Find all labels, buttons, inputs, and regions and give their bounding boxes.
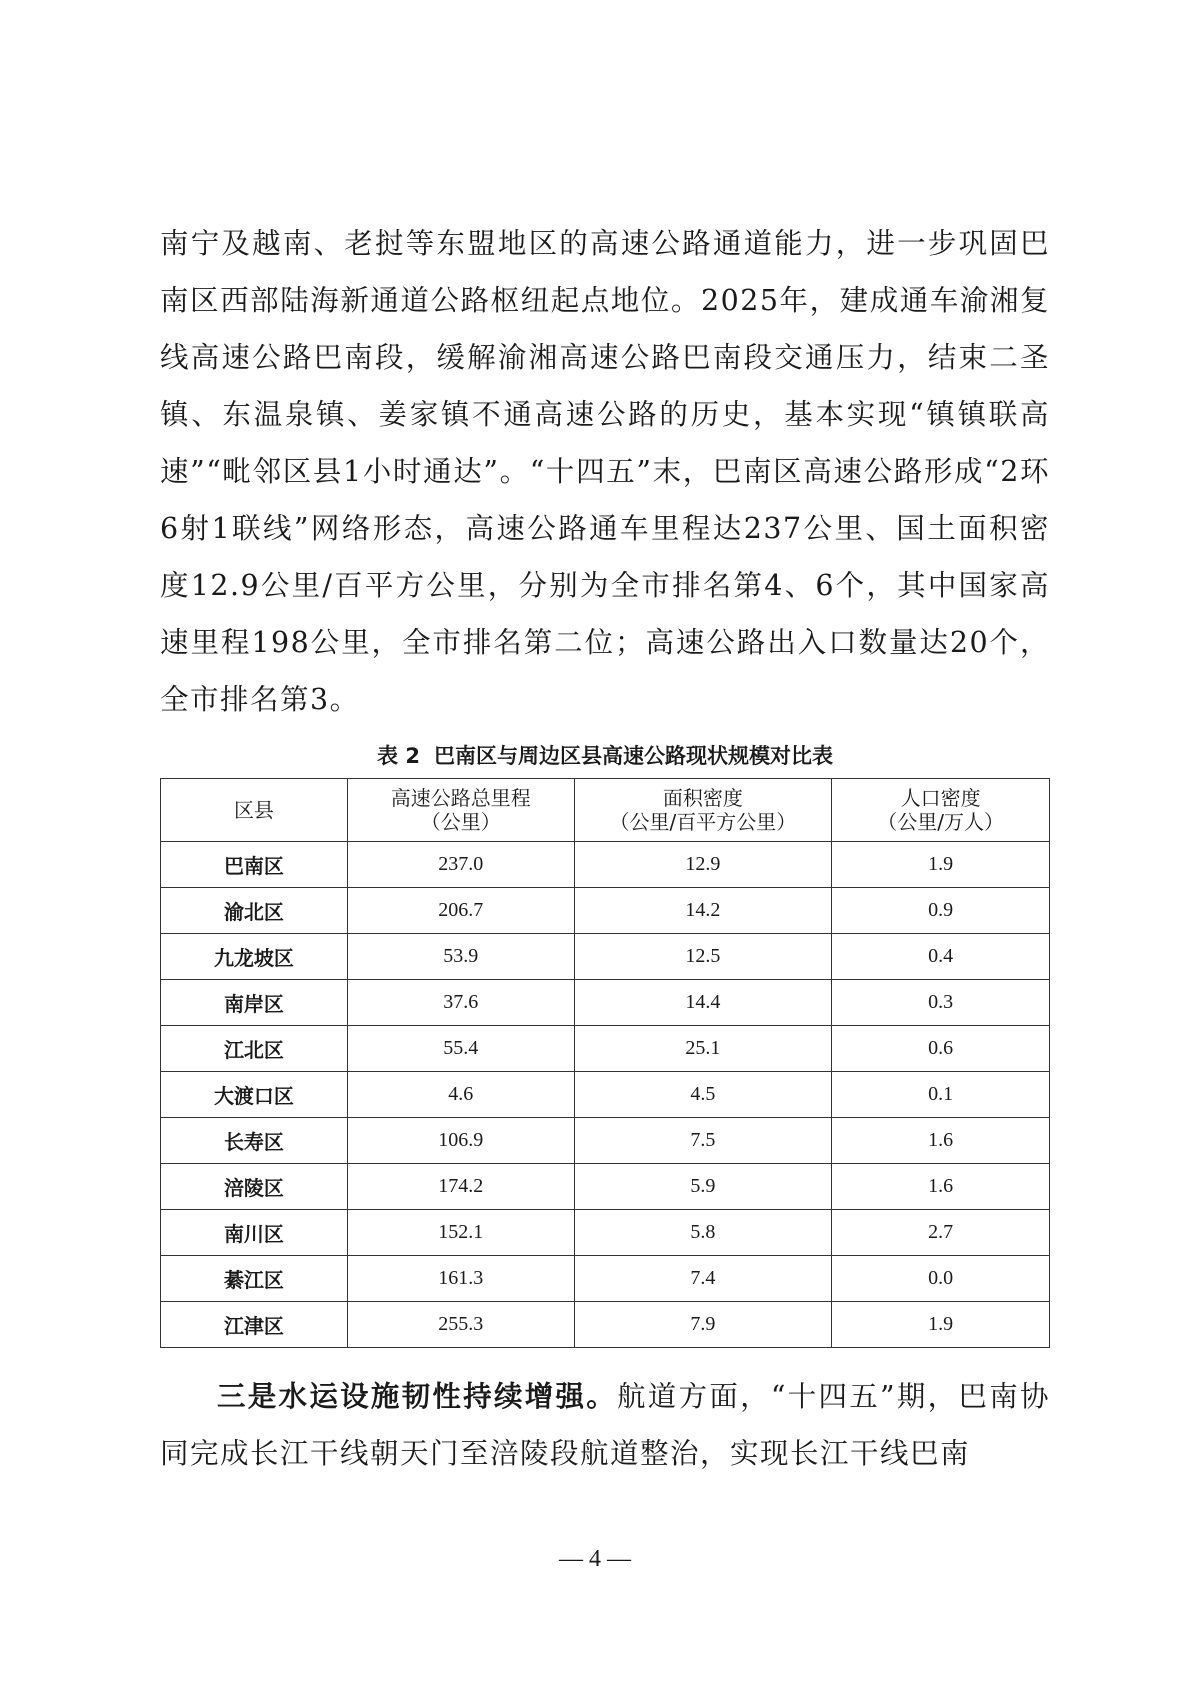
cell-district: 九龙坡区 (161, 934, 348, 980)
cell-area-density: 25.1 (574, 1026, 832, 1072)
cell-area-density: 5.9 (574, 1164, 832, 1210)
cell-district: 涪陵区 (161, 1164, 348, 1210)
cell-population-density: 0.1 (832, 1072, 1050, 1118)
header-total-mileage: 高速公路总里程 （公里） (347, 779, 574, 842)
cell-population-density: 0.3 (832, 980, 1050, 1026)
cell-total-mileage: 255.3 (347, 1302, 574, 1348)
table-row (161, 1072, 1050, 1118)
cell-total-mileage: 161.3 (347, 1256, 574, 1302)
cell-district: 南川区 (161, 1210, 348, 1256)
cell-district: 大渡口区 (161, 1072, 348, 1118)
paragraph-text: 航道方面，“十四五”期，巴南协同完成长江干线朝天门至涪陵段航道整治，实现长江干线巴南 (160, 1380, 1050, 1470)
cell-total-mileage: 106.9 (347, 1118, 574, 1164)
cell-population-density: 0.6 (832, 1026, 1050, 1072)
cell-district: 长寿区 (161, 1118, 348, 1164)
cell-area-density: 7.4 (574, 1256, 832, 1302)
table-body (161, 842, 1050, 1348)
cell-district: 巴南区 (161, 842, 348, 888)
cell-area-density: 5.8 (574, 1210, 832, 1256)
paragraph-lead: 三是水运设施韧性持续增强。 (217, 1379, 618, 1413)
body-paragraph-2 (160, 1368, 1050, 1482)
cell-total-mileage: 206.7 (347, 888, 574, 934)
cell-population-density: 1.6 (832, 1164, 1050, 1210)
table-row (161, 888, 1050, 934)
table-caption-title: 巴南区与周边区县高速公路现状规模对比表 (433, 744, 833, 768)
cell-area-density: 12.5 (574, 934, 832, 980)
table-row (161, 1256, 1050, 1302)
cell-total-mileage: 174.2 (347, 1164, 574, 1210)
cell-total-mileage: 53.9 (347, 934, 574, 980)
cell-area-density: 14.2 (574, 888, 832, 934)
table-row (161, 1164, 1050, 1210)
cell-total-mileage: 55.4 (347, 1026, 574, 1072)
cell-area-density: 14.4 (574, 980, 832, 1026)
cell-district: 綦江区 (161, 1256, 348, 1302)
header-population-density: 人口密度 （公里/万人） (832, 779, 1050, 842)
cell-population-density: 0.4 (832, 934, 1050, 980)
cell-area-density: 4.5 (574, 1072, 832, 1118)
table-caption (160, 740, 1050, 770)
cell-total-mileage: 152.1 (347, 1210, 574, 1256)
table-row (161, 842, 1050, 888)
cell-area-density: 7.5 (574, 1118, 832, 1164)
cell-population-density: 1.9 (832, 842, 1050, 888)
table-row (161, 1026, 1050, 1072)
cell-total-mileage: 37.6 (347, 980, 574, 1026)
body-paragraph-1: 南宁及越南、老挝等东盟地区的高速公路通道能力，进一步巩固巴南区西部陆海新通道公路枢纽起点地位。2025年，建成通车渝湘复线高速公路巴南段，缓解渝湘高速公路巴南段交通压力，结束二圣镇、东温泉镇、姜家镇不通高速公路的历史，基本实现“镇镇联高速”“毗邻区县1小时通达”。“十四五”末，巴南区高速公路形成“2环6射1联线”网络形态，高速公路通车里程达237公里、国土面积密度12.9公里/百平方公里，分别为全市排名第4、6个，其中国家高速里程198公里，全市排名第二位；高速公路出入口数量达20个，全市排名第3。 (160, 227, 1050, 716)
table-row (161, 1118, 1050, 1164)
cell-total-mileage: 4.6 (347, 1072, 574, 1118)
table-caption-number: 表 2 (377, 744, 420, 768)
header-area-density: 面积密度 （公里/百平方公里） (574, 779, 832, 842)
table-row (161, 1210, 1050, 1256)
highway-comparison-table (160, 778, 1050, 1348)
table-header-row (161, 779, 1050, 842)
header-district: 区县 (161, 779, 348, 842)
cell-population-density: 0.9 (832, 888, 1050, 934)
page-number: — 4 — (559, 1546, 631, 1572)
cell-district: 江北区 (161, 1026, 348, 1072)
cell-total-mileage: 237.0 (347, 842, 574, 888)
cell-population-density: 2.7 (832, 1210, 1050, 1256)
cell-district: 江津区 (161, 1302, 348, 1348)
table-row (161, 980, 1050, 1026)
table-row (161, 1302, 1050, 1348)
table-row (161, 934, 1050, 980)
cell-population-density: 0.0 (832, 1256, 1050, 1302)
cell-population-density: 1.6 (832, 1118, 1050, 1164)
cell-area-density: 7.9 (574, 1302, 832, 1348)
cell-district: 南岸区 (161, 980, 348, 1026)
cell-district: 渝北区 (161, 888, 348, 934)
cell-population-density: 1.9 (832, 1302, 1050, 1348)
cell-area-density: 12.9 (574, 842, 832, 888)
